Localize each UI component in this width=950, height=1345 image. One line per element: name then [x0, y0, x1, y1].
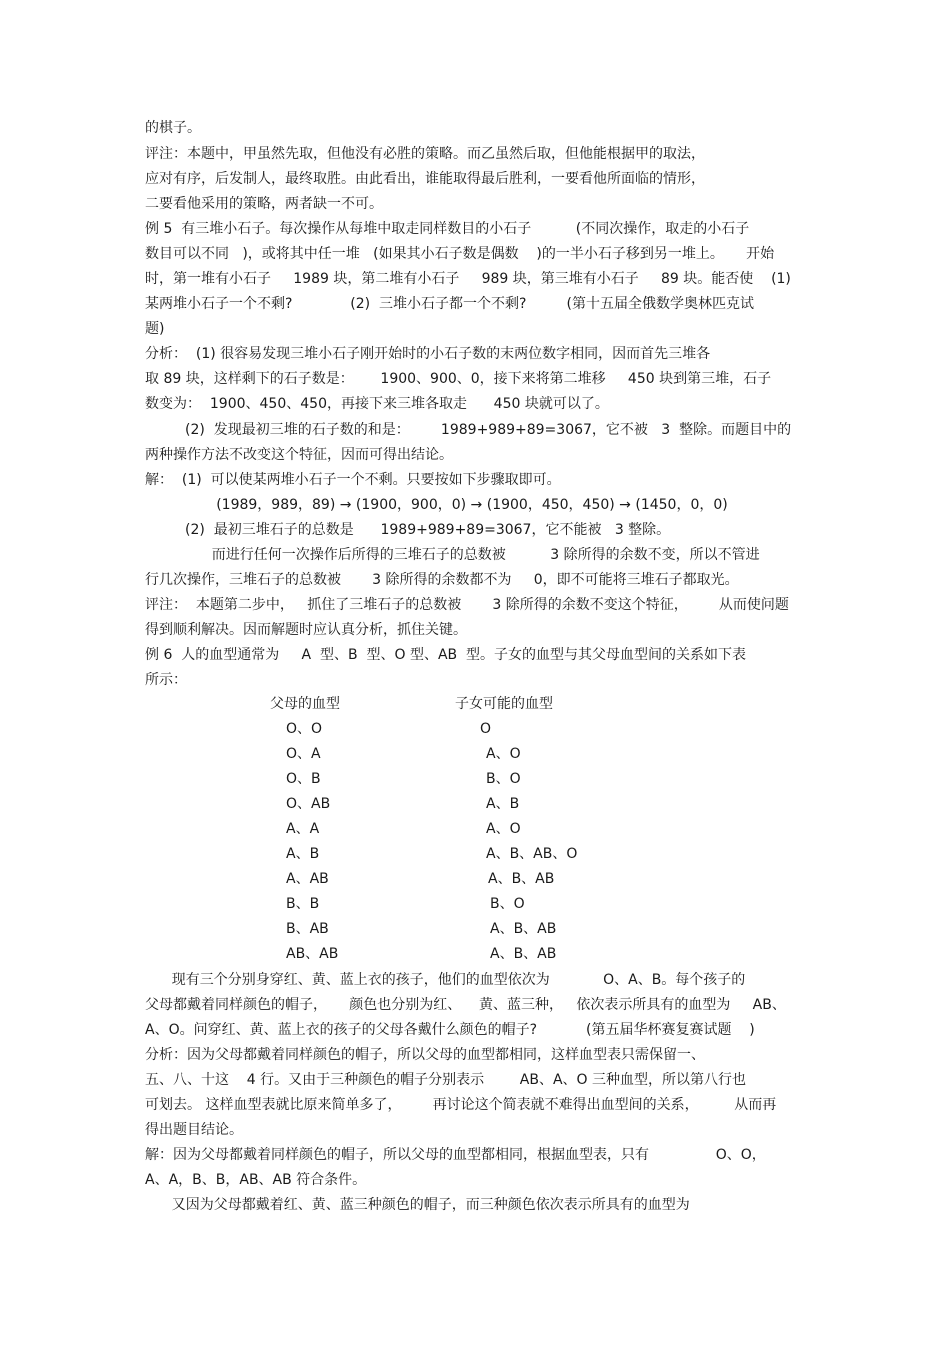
table-cell-parents: O、B	[286, 771, 321, 787]
text-line: 应对有序，后发制人，最终取胜。由此看出，谁能取得最后胜利，一要看他所面临的情形，	[145, 171, 705, 187]
text-line: 的棋子。	[145, 120, 201, 136]
table-cell-children: A、B	[486, 796, 520, 812]
text-line: 分析：因为父母都戴着同样颜色的帽子，所以父母的血型都相同，这样血型表只需保留一、	[145, 1047, 705, 1063]
text-line: 可划去。 这样血型表就比原来简单多了， 再讨论这个简表就不难得出血型间的关系， 从而再	[145, 1097, 777, 1113]
text-line: A、O。问穿红、黄、蓝上衣的孩子的父母各戴什么颜色的帽子? (第五届华杯赛复赛试题 )	[145, 1022, 755, 1038]
table-cell-children: A、B、AB、O	[486, 846, 578, 862]
table-cell-children: A、B、AB	[490, 921, 557, 937]
text-line: 评注： 本题第二步中， 抓住了三堆石子的总数被 3 除所得的余数不变这个特征， 从而使问题	[145, 597, 789, 613]
table-cell-parents: A、AB	[286, 871, 329, 887]
text-line: 时，第一堆有小石子 1989 块，第二堆有小石子 989 块，第三堆有小石子 89 块。能否使 (1)	[145, 271, 791, 287]
table-cell-parents: O、AB	[286, 796, 331, 812]
table-cell-children: B、O	[490, 896, 525, 912]
text-line: 二要看他采用的策略，两者缺一不可。	[145, 196, 383, 212]
table-cell-children: A、O	[486, 746, 521, 762]
text-line: 数变为： 1900、450、450，再接下来三堆各取走 450 块就可以了。	[145, 396, 609, 412]
text-line: 五、八、十这 4 行。又由于三种颜色的帽子分别表示 AB、A、O 三种血型，所以第八行也	[145, 1072, 746, 1088]
text-line: (2) 最初三堆石子的总数是 1989+989+89=3067，它不能被 3 整除。	[145, 522, 671, 538]
table-cell-parents: O、O	[286, 721, 323, 737]
table-header-children: 子女可能的血型	[455, 696, 553, 712]
text-line: (1989，989，89) → (1900，900，0) → (1900，450，450) → (1450，0，0)	[145, 497, 728, 513]
text-line: 得出题目结论。	[145, 1122, 243, 1138]
text-line: 某两堆小石子一个不剩? (2) 三堆小石子都一个不剩? (第十五届全俄数学奥林匹克试	[145, 296, 754, 312]
text-line: A、A，B、B，AB、AB 符合条件。	[145, 1172, 367, 1188]
text-line: 又因为父母都戴着红、黄、蓝三种颜色的帽子，而三种颜色依次表示所具有的血型为	[145, 1197, 690, 1213]
text-line: (2) 发现最初三堆的石子数的和是： 1989+989+89=3067，它不被 3 整除。而题目中的	[145, 422, 792, 438]
table-cell-parents: O、A	[286, 746, 321, 762]
text-line: 例 6 人的血型通常为 A 型、B 型、O 型、AB 型。子女的血型与其父母血型间的关系如下表	[145, 647, 747, 663]
text-line: 评注：本题中，甲虽然先取，但他没有必胜的策略。而乙虽然后取，但他能根据甲的取法，	[145, 146, 705, 162]
table-cell-children: A、O	[486, 821, 521, 837]
table-cell-parents: A、A	[286, 821, 320, 837]
table-cell-children: A、B、AB	[488, 871, 555, 887]
text-line: 解： (1) 可以使某两堆小石子一个不剩。只要按如下步骤取即可。	[145, 472, 561, 488]
text-line: 两种操作方法不改变这个特征，因而可得出结论。	[145, 447, 453, 463]
text-line: 所示：	[145, 672, 187, 688]
text-line: 解：因为父母都戴着同样颜色的帽子，所以父母的血型都相同，根据血型表，只有 O、O，	[145, 1147, 766, 1163]
text-line: 取 89 块，这样剩下的石子数是： 1900、900、0，接下来将第二堆移 450 块到第三堆，石子	[145, 371, 772, 387]
table-cell-parents: B、AB	[286, 921, 329, 937]
table-cell-parents: A、B	[286, 846, 320, 862]
text-line: 父母都戴着同样颜色的帽子， 颜色也分别为红、 黄、蓝三种， 依次表示所具有的血型为 AB、	[145, 997, 786, 1013]
table-cell-children: B、O	[486, 771, 521, 787]
text-line: 得到顺利解决。因而解题时应认真分析，抓住关键。	[145, 622, 467, 638]
text-line: 分析： (1) 很容易发现三堆小石子刚开始时的小石子数的末两位数字相同，因而首先三堆各	[145, 346, 711, 362]
table-cell-children: A、B、AB	[490, 946, 557, 962]
text-line: 现有三个分别身穿红、黄、蓝上衣的孩子，他们的血型依次为 O、A、B。每个孩子的	[145, 972, 746, 988]
text-line: 数目可以不同 )，或将其中任一堆 (如果其小石子数是偶数 )的一半小石子移到另一堆上。 开始	[145, 246, 775, 262]
table-cell-children: O	[480, 721, 492, 737]
text-line: 例 5 有三堆小石子。每次操作从每堆中取走同样数目的小石子 (不同次操作，取走的小石子	[145, 221, 750, 237]
table-cell-parents: B、B	[286, 896, 320, 912]
text-line: 题)	[145, 321, 165, 337]
text-line: 行几次操作，三堆石子的总数被 3 除所得的余数都不为 0，即不可能将三堆石子都取光。	[145, 572, 739, 588]
table-header-parents: 父母的血型	[270, 696, 340, 712]
table-cell-parents: AB、AB	[286, 946, 339, 962]
text-line: 而进行任何一次操作后所得的三堆石子的总数被 3 除所得的余数不变，所以不管进	[145, 547, 760, 563]
